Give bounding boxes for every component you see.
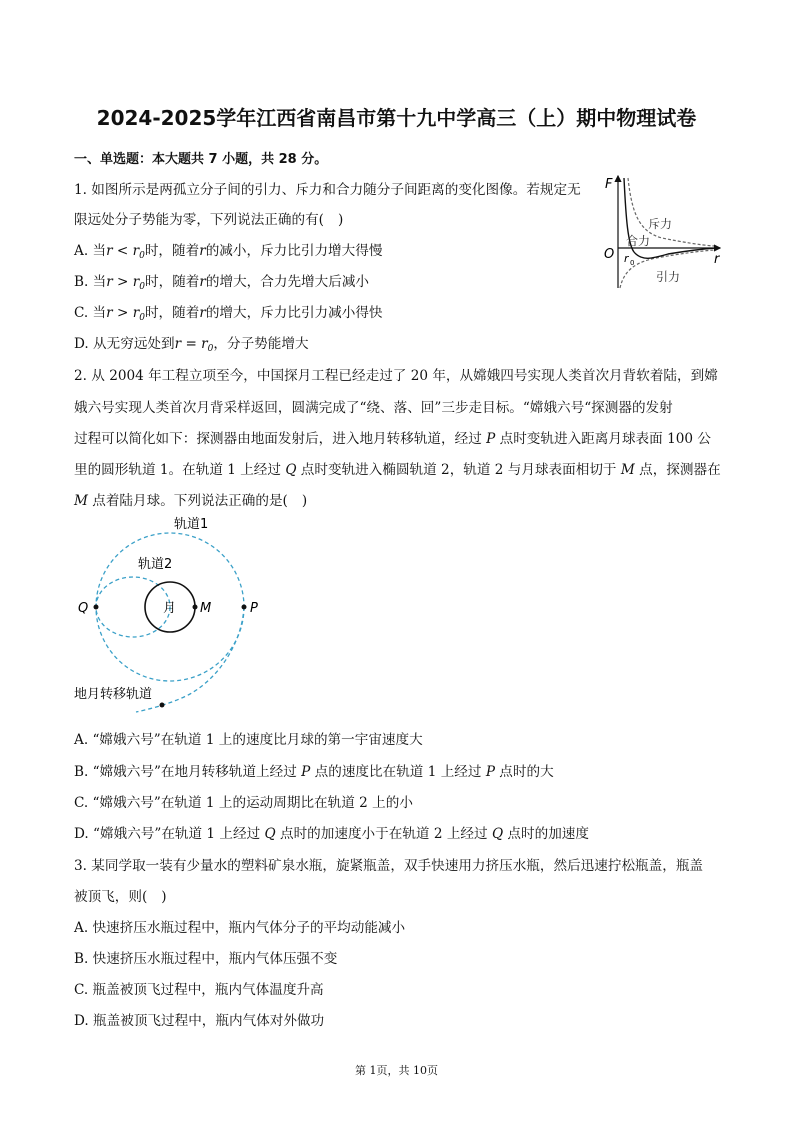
orbit-2	[96, 577, 170, 637]
q1-force-graph	[596, 170, 726, 295]
point-q	[94, 605, 99, 610]
transfer-point	[160, 703, 165, 708]
page-title: 2024-2025学年江西省南昌市第十九中学高三（上）期中物理试卷	[96, 106, 697, 130]
point-p	[242, 605, 247, 610]
f-axis-label: F	[605, 177, 613, 192]
q3-option-c: C. 瓶盖被顶飞过程中，瓶内气体温度升高	[74, 982, 324, 998]
r0-sub: 0	[630, 259, 635, 267]
q3-option-d: D. 瓶盖被顶飞过程中，瓶内气体对外做功	[74, 1013, 325, 1029]
q2-orbit-diagram	[70, 512, 280, 717]
q2-line3: 过程可以简化如下：探测器由地面发射后，进入地月转移轨道，经过 P 点时变轨进入距离月球表面 100 公	[74, 431, 711, 447]
m-label: M	[200, 601, 212, 616]
transfer-label: 地月转移轨道	[74, 687, 153, 702]
q2-line2: 娥六号实现人类首次月背采样返回，圆满完成了“绕、落、回”三步走目标。“嫦娥六号“探测器的发射	[74, 400, 673, 416]
q2-option-d: D. “嫦娥六号”在轨道 1 上经过 Q 点时的加速度小于在轨道 2 上经过 Q 点时的加速度	[74, 826, 589, 842]
p-label: P	[250, 601, 258, 616]
origin-label: O	[604, 247, 615, 262]
q1-option-a: A. 当$r < r_0$时，随着r的减小，斥力比引力增大得慢	[74, 243, 383, 261]
net-label: 合力	[626, 234, 651, 248]
repulsion-label: 斥力	[648, 217, 673, 231]
section-heading: 一、单选题：本大题共 7 小题，共 28 分。	[74, 152, 328, 167]
q3-option-b: B. 快速挤压水瓶过程中，瓶内气体压强不变	[74, 951, 338, 967]
q3-line2: 被顶飞，则( )	[74, 889, 167, 905]
q3-line1: 3. 某同学取一装有少量水的塑料矿泉水瓶，旋紧瓶盖，双手快速用力挤压水瓶，然后迅速拧松瓶盖，瓶盖	[74, 858, 704, 874]
page-footer: 第 1页，共 10页	[355, 1064, 438, 1077]
q1-option-d: D. 从无穷远处到$r = r_0$，分子势能增大	[74, 336, 309, 354]
r0-label: r	[624, 252, 629, 265]
q1-stem-line2: 限远处分子势能为零，下列说法正确的有( )	[74, 212, 344, 228]
q2-line5: M 点着陆月球。下列说法正确的是( )	[74, 493, 308, 509]
q1-option-b: B. 当$r > r_0$时，随着r的增大，合力先增大后减小	[74, 274, 370, 292]
q1-option-c: C. 当$r > r_0$时，随着r的增大，斥力比引力减小得快	[74, 305, 383, 323]
orbit-2-label: 轨道2	[138, 557, 173, 572]
q2-option-a: A. “嫦娥六号”在轨道 1 上的速度比月球的第一宇宙速度大	[74, 732, 423, 748]
attraction-label: 引力	[656, 270, 681, 284]
q3-option-a: A. 快速挤压水瓶过程中，瓶内气体分子的平均动能减小	[74, 920, 406, 936]
orbit-1-label: 轨道1	[174, 517, 209, 532]
moon-label: 月	[163, 601, 177, 616]
q-label: Q	[78, 601, 89, 616]
q1-stem-line1: 1. 如图所示是两孤立分子间的引力、斥力和合力随分子间距离的变化图像。若规定无	[74, 182, 581, 198]
r-axis-label: r	[714, 252, 720, 267]
point-m	[193, 605, 198, 610]
q2-option-c: C. “嫦娥六号”在轨道 1 上的运动周期比在轨道 2 上的小	[74, 795, 413, 811]
q2-line4: 里的圆形轨道 1。在轨道 1 上经过 Q 点时变轨进入椭圆轨道 2，轨道 2 与月球表面相切于 M 点，探测器在	[74, 462, 721, 478]
q2-option-b: B. “嫦娥六号”在地月转移轨道上经过 P 点的速度比在轨道 1 上经过 P 点时的大	[74, 764, 554, 780]
q2-line1: 2. 从 2004 年工程立项至今，中国探月工程已经走过了 20 年，从嫦娥四号实现人类首次月背软着陆，到嫦	[74, 368, 718, 384]
